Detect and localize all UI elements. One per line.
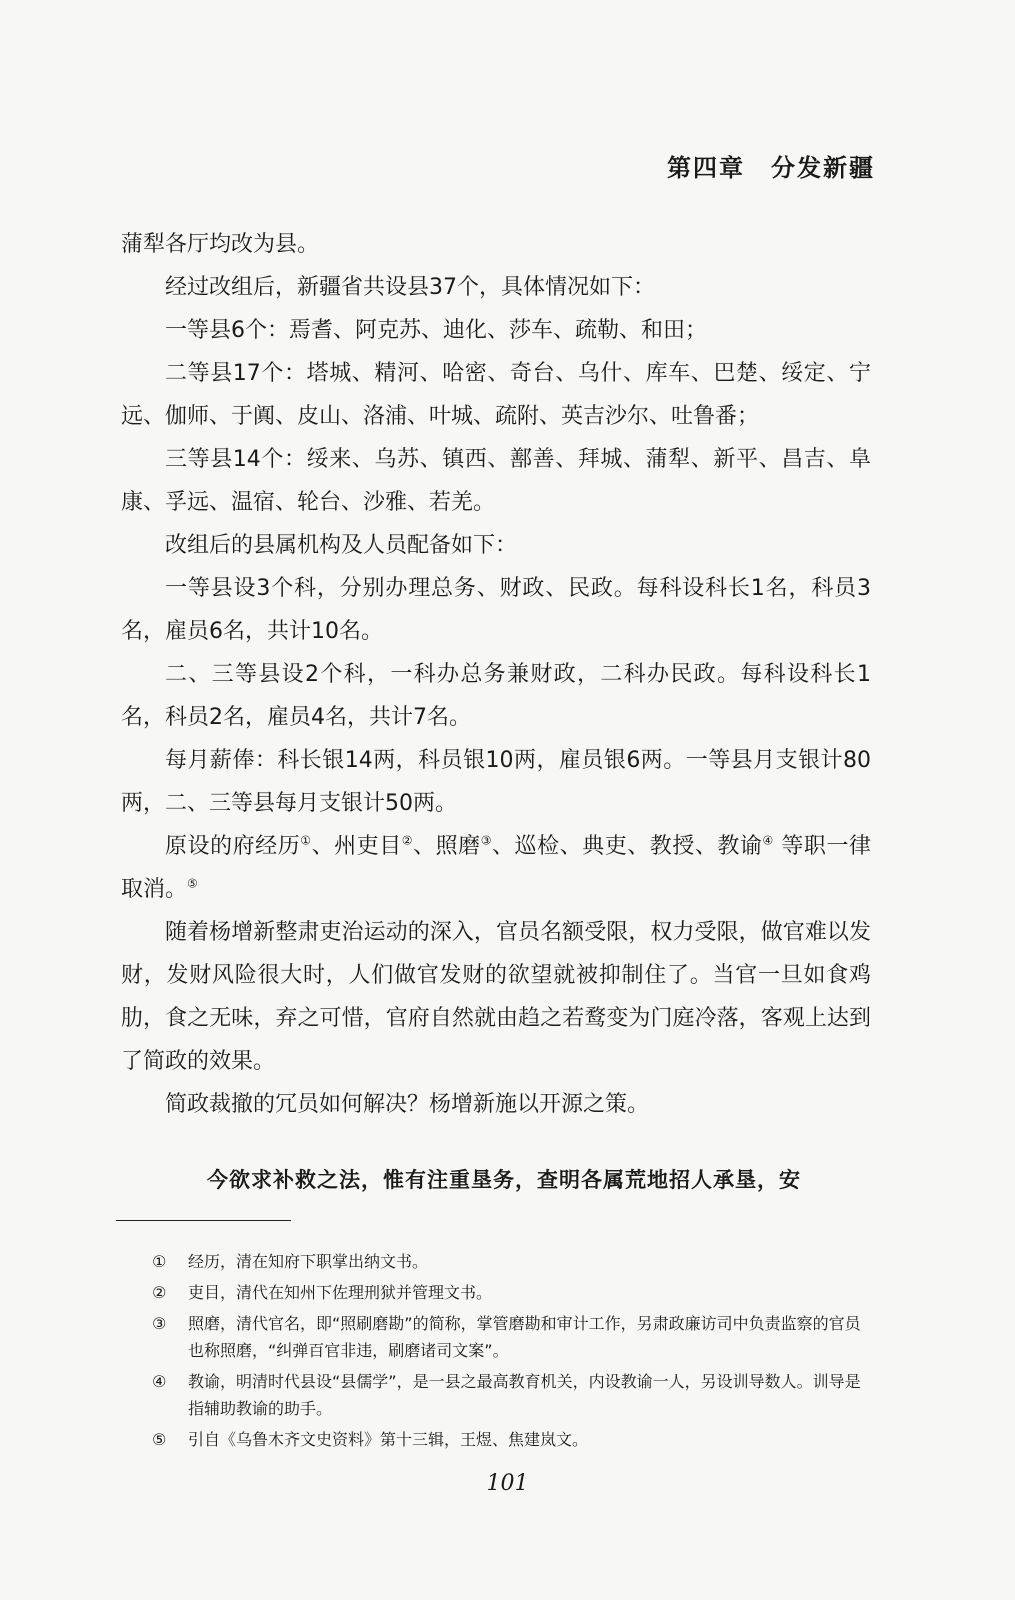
footnote <box>152 1310 862 1364</box>
paragraph: 经过改组后，新疆省共设县37个，具体情况如下： <box>165 275 655 300</box>
text-segment: 原设的府经历 <box>165 834 301 859</box>
text-segment: 等职一律取消。 <box>121 834 872 902</box>
main-text <box>121 223 871 1126</box>
footnote-mark: ④ <box>152 1372 167 1391</box>
paragraph: 一等县设3个科，分别办理总务、财政、民政。每科设科长1名，科员3名，雇员6名，共计10名。 <box>121 576 871 644</box>
footnote-ref-1: ① <box>300 833 312 848</box>
paragraph: 蒲犁各厅均改为县。 <box>121 232 320 257</box>
paragraph: 改组后的县属机构及人员配备如下： <box>165 533 518 558</box>
footnote <box>152 1279 862 1306</box>
footnote-text: 教谕，明清时代县设“县儒学”，是一县之最高教育机关，内设教谕一人，另设训导数人。训导是指辅助教谕的助手。 <box>188 1372 861 1418</box>
footnote-mark: ⑤ <box>152 1430 167 1449</box>
chapter-title: 分发新疆 <box>771 153 875 182</box>
footnote <box>152 1426 862 1453</box>
footnote-mark: ① <box>152 1252 167 1271</box>
footnotes <box>152 1248 862 1457</box>
paragraph-with-notes <box>121 825 871 911</box>
footnote-ref-4: ④ <box>762 833 774 848</box>
footnote-text: 引自《乌鲁木齐文史资料》第十三辑，王煜、焦建岚文。 <box>188 1430 589 1449</box>
paragraph: 每月薪俸：科长银14两，科员银10两，雇员银6两。一等县月支银计80两，二、三等县每月支银计50两。 <box>121 748 871 816</box>
paragraph: 随着杨增新整肃吏治运动的深入，官员名额受限，权力受限，做官难以发财，发财风险很大时，人们做官发财的欲望就被抑制住了。当官一旦如食鸡肋，食之无味，弃之可惜，官府自然就由趋之若鹜变为门庭冷落，客观上达到了简政的效果。 <box>121 920 871 1074</box>
footnote <box>152 1368 862 1422</box>
text-segment: 、照磨 <box>413 834 481 859</box>
footnote-mark: ② <box>152 1283 167 1302</box>
paragraph: 二、三等县设2个科，一科办总务兼财政，二科办民政。每科设科长1名，科员2名，雇员4名，共计7名。 <box>121 662 871 730</box>
footnote-ref-2: ② <box>401 833 414 848</box>
block-quote: 今欲求补救之法，惟有注重垦务，查明各属荒地招人承垦，安 <box>207 1167 801 1192</box>
footnote-text: 吏目，清代在知州下佐理刑狱并管理文书。 <box>188 1283 493 1302</box>
chapter-number: 第四章 <box>667 153 745 182</box>
footnote <box>152 1248 862 1275</box>
paragraph: 一等县6个：焉耆、阿克苏、迪化、莎车、疏勒、和田； <box>165 318 707 343</box>
footnote-text: 照磨，清代官名，即“照刷磨勘”的简称，掌管磨勘和审计工作，另肃政廉访司中负责监察的官员也称照磨，“纠弹百官非违，刷磨诸司文案”。 <box>188 1314 861 1360</box>
footnote-divider <box>116 1220 291 1221</box>
footnote-mark: ③ <box>152 1314 167 1333</box>
footnote-ref-5: ⑤ <box>187 876 198 891</box>
paragraph: 三等县14个：绥来、乌苏、镇西、鄯善、拜城、蒲犁、新平、昌吉、阜康、孚远、温宿、轮台、沙雅、若羌。 <box>121 447 871 515</box>
footnote-ref-3: ③ <box>480 833 493 848</box>
paragraph: 简政裁撤的冗员如何解决？杨增新施以开源之策。 <box>165 1092 650 1117</box>
paragraph: 二等县17个：塔城、精河、哈密、奇台、乌什、库车、巴楚、绥定、宁远、伽师、于阗、皮山、洛浦、叶城、疏附、英吉沙尔、吐鲁番； <box>121 361 871 429</box>
text-segment: 、州吏目 <box>311 834 402 859</box>
footnote-text: 经历，清在知府下职掌出纳文书。 <box>188 1252 429 1271</box>
text-segment: 、巡检、典吏、教授、教谕 <box>492 834 763 859</box>
page-number: 101 <box>486 1471 529 1496</box>
running-head <box>667 148 875 183</box>
